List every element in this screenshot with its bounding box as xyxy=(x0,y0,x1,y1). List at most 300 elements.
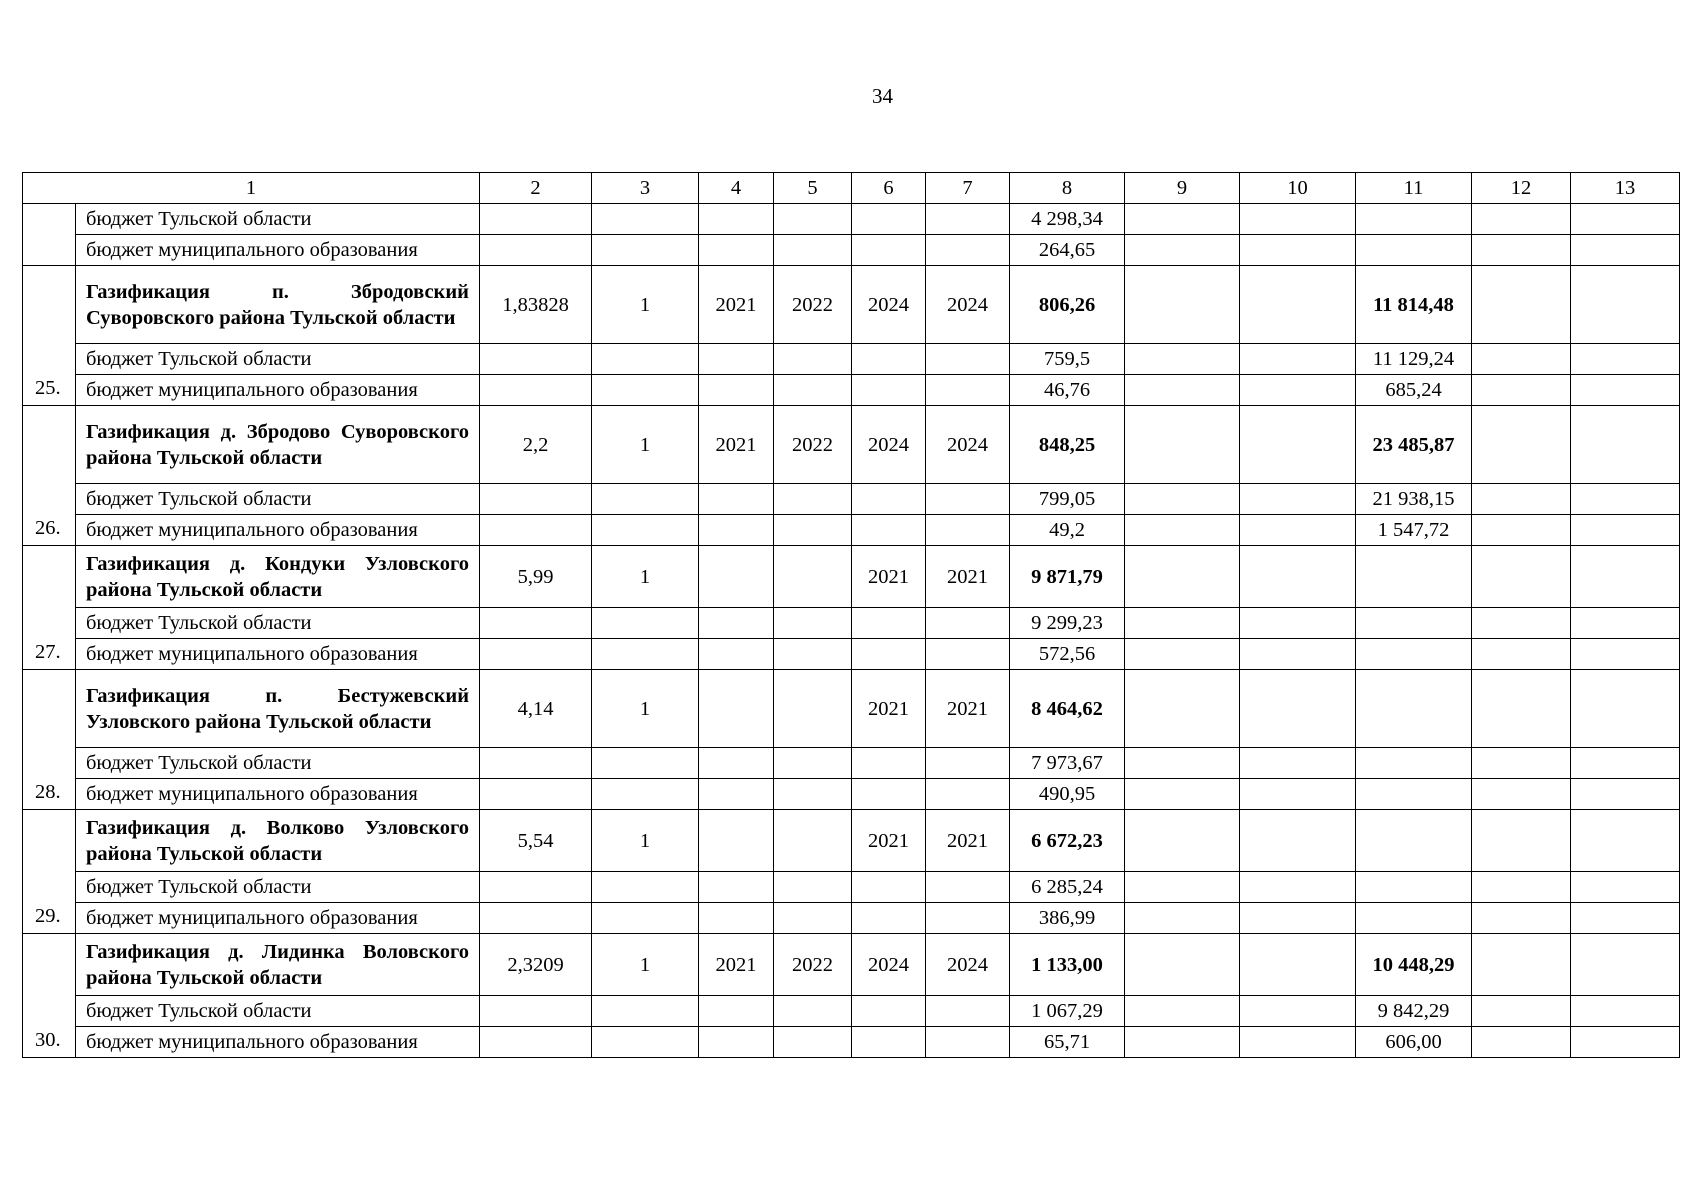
col-5-cell xyxy=(774,484,852,515)
col-10-cell xyxy=(1240,235,1356,266)
col-8-cell: 490,95 xyxy=(1010,779,1125,810)
col-4-cell xyxy=(699,810,774,872)
col-6-cell xyxy=(852,779,926,810)
col-11-cell: 11 129,24 xyxy=(1356,344,1472,375)
table-row xyxy=(23,903,1680,934)
header-cell-11: 11 xyxy=(1356,173,1472,204)
col-3-cell xyxy=(592,872,699,903)
col-12-cell xyxy=(1472,344,1571,375)
col-4-cell xyxy=(699,484,774,515)
col-4-cell xyxy=(699,344,774,375)
col-5-cell xyxy=(774,546,852,608)
col-11-cell xyxy=(1356,546,1472,608)
project-row xyxy=(23,406,1680,484)
header-cell-9: 9 xyxy=(1125,173,1240,204)
row-number: 27. xyxy=(23,546,76,670)
col-3-cell: 1 xyxy=(592,810,699,872)
col-2-cell xyxy=(480,204,592,235)
table-row xyxy=(23,204,1680,235)
col-8-cell: 848,25 xyxy=(1010,406,1125,484)
header-cell-4: 4 xyxy=(699,173,774,204)
col-9-cell xyxy=(1125,235,1240,266)
col-4-cell xyxy=(699,779,774,810)
col-3-cell xyxy=(592,903,699,934)
col-7-cell: 2024 xyxy=(926,406,1010,484)
col-13-cell xyxy=(1571,344,1680,375)
col-7-cell xyxy=(926,872,1010,903)
col-6-cell xyxy=(852,515,926,546)
col-13-cell xyxy=(1571,872,1680,903)
col-6-cell: 2021 xyxy=(852,546,926,608)
col-6-cell xyxy=(852,639,926,670)
project-title: Газификация п. Збродовский Суворовского района Тульской области xyxy=(76,266,480,344)
col-4-cell xyxy=(699,670,774,748)
project-title: Газификация п. Бестужевский Узловского района Тульской области xyxy=(76,670,480,748)
col-11-cell: 21 938,15 xyxy=(1356,484,1472,515)
col-4-cell xyxy=(699,748,774,779)
row-number: 28. xyxy=(23,670,76,810)
col-2-cell xyxy=(480,344,592,375)
col-12-cell xyxy=(1472,1027,1571,1058)
row-name: бюджет муниципального образования xyxy=(76,515,480,546)
col-11-cell xyxy=(1356,670,1472,748)
col-11-cell: 10 448,29 xyxy=(1356,934,1472,996)
col-6-cell xyxy=(852,1027,926,1058)
col-7-cell xyxy=(926,996,1010,1027)
col-12-cell xyxy=(1472,406,1571,484)
row-name: бюджет муниципального образования xyxy=(76,639,480,670)
col-3-cell xyxy=(592,204,699,235)
col-8-cell: 9 299,23 xyxy=(1010,608,1125,639)
col-2-cell: 2,3209 xyxy=(480,934,592,996)
col-10-cell xyxy=(1240,779,1356,810)
header-cell-8: 8 xyxy=(1010,173,1125,204)
col-7-cell: 2021 xyxy=(926,810,1010,872)
header-cell-2: 2 xyxy=(480,173,592,204)
col-7-cell: 2024 xyxy=(926,266,1010,344)
col-6-cell: 2024 xyxy=(852,406,926,484)
col-7-cell xyxy=(926,779,1010,810)
col-2-cell xyxy=(480,375,592,406)
col-12-cell xyxy=(1472,934,1571,996)
col-11-cell: 685,24 xyxy=(1356,375,1472,406)
col-10-cell xyxy=(1240,639,1356,670)
col-13-cell xyxy=(1571,375,1680,406)
col-7-cell: 2021 xyxy=(926,670,1010,748)
row-name: бюджет Тульской области xyxy=(76,872,480,903)
table-row xyxy=(23,639,1680,670)
col-11-cell xyxy=(1356,235,1472,266)
col-8-cell: 264,65 xyxy=(1010,235,1125,266)
col-10-cell xyxy=(1240,1027,1356,1058)
project-row xyxy=(23,810,1680,872)
col-10-cell xyxy=(1240,934,1356,996)
col-9-cell xyxy=(1125,375,1240,406)
col-2-cell xyxy=(480,779,592,810)
row-number-empty xyxy=(23,204,76,266)
col-9-cell xyxy=(1125,810,1240,872)
col-10-cell xyxy=(1240,670,1356,748)
col-3-cell: 1 xyxy=(592,670,699,748)
col-13-cell xyxy=(1571,204,1680,235)
col-8-cell: 8 464,62 xyxy=(1010,670,1125,748)
col-7-cell: 2024 xyxy=(926,934,1010,996)
col-8-cell: 386,99 xyxy=(1010,903,1125,934)
project-row xyxy=(23,934,1680,996)
col-3-cell xyxy=(592,235,699,266)
table-row xyxy=(23,748,1680,779)
col-2-cell xyxy=(480,1027,592,1058)
table-row xyxy=(23,515,1680,546)
col-8-cell: 1 067,29 xyxy=(1010,996,1125,1027)
col-2-cell xyxy=(480,235,592,266)
col-7-cell xyxy=(926,515,1010,546)
col-3-cell: 1 xyxy=(592,406,699,484)
col-4-cell xyxy=(699,903,774,934)
col-12-cell xyxy=(1472,639,1571,670)
table-row xyxy=(23,1027,1680,1058)
row-number: 29. xyxy=(23,810,76,934)
budget-table xyxy=(22,172,1680,1058)
col-11-cell xyxy=(1356,810,1472,872)
col-13-cell xyxy=(1571,748,1680,779)
col-12-cell xyxy=(1472,670,1571,748)
col-6-cell xyxy=(852,608,926,639)
col-6-cell xyxy=(852,204,926,235)
header-cell-6: 6 xyxy=(852,173,926,204)
row-name: бюджет Тульской области xyxy=(76,344,480,375)
col-9-cell xyxy=(1125,344,1240,375)
col-2-cell xyxy=(480,639,592,670)
project-title: Газификация д. Волково Узловского района Тульской области xyxy=(76,810,480,872)
col-6-cell: 2021 xyxy=(852,670,926,748)
col-11-cell xyxy=(1356,903,1472,934)
col-12-cell xyxy=(1472,810,1571,872)
col-10-cell xyxy=(1240,546,1356,608)
col-11-cell xyxy=(1356,204,1472,235)
col-7-cell xyxy=(926,484,1010,515)
col-10-cell xyxy=(1240,748,1356,779)
row-name: бюджет Тульской области xyxy=(76,608,480,639)
table-row xyxy=(23,996,1680,1027)
col-13-cell xyxy=(1571,608,1680,639)
col-9-cell xyxy=(1125,515,1240,546)
col-7-cell xyxy=(926,748,1010,779)
header-cell-13: 13 xyxy=(1571,173,1680,204)
col-10-cell xyxy=(1240,375,1356,406)
col-6-cell: 2024 xyxy=(852,266,926,344)
row-name: бюджет Тульской области xyxy=(76,484,480,515)
col-2-cell: 4,14 xyxy=(480,670,592,748)
table-row xyxy=(23,235,1680,266)
col-13-cell xyxy=(1571,266,1680,344)
col-3-cell xyxy=(592,748,699,779)
col-6-cell xyxy=(852,484,926,515)
col-3-cell xyxy=(592,1027,699,1058)
col-9-cell xyxy=(1125,608,1240,639)
col-8-cell: 65,71 xyxy=(1010,1027,1125,1058)
col-10-cell xyxy=(1240,344,1356,375)
col-3-cell: 1 xyxy=(592,934,699,996)
col-10-cell xyxy=(1240,872,1356,903)
col-13-cell xyxy=(1571,484,1680,515)
col-10-cell xyxy=(1240,810,1356,872)
col-12-cell xyxy=(1472,546,1571,608)
col-2-cell xyxy=(480,484,592,515)
project-row xyxy=(23,266,1680,344)
col-7-cell xyxy=(926,204,1010,235)
col-4-cell: 2021 xyxy=(699,934,774,996)
row-number: 30. xyxy=(23,934,76,1058)
col-8-cell: 6 285,24 xyxy=(1010,872,1125,903)
col-11-cell xyxy=(1356,608,1472,639)
col-9-cell xyxy=(1125,406,1240,484)
col-11-cell: 23 485,87 xyxy=(1356,406,1472,484)
col-9-cell xyxy=(1125,903,1240,934)
col-3-cell xyxy=(592,375,699,406)
col-2-cell: 2,2 xyxy=(480,406,592,484)
col-2-cell: 5,99 xyxy=(480,546,592,608)
col-8-cell: 6 672,23 xyxy=(1010,810,1125,872)
header-cell-5: 5 xyxy=(774,173,852,204)
col-4-cell: 2021 xyxy=(699,266,774,344)
col-10-cell xyxy=(1240,515,1356,546)
col-2-cell: 1,83828 xyxy=(480,266,592,344)
col-11-cell: 11 814,48 xyxy=(1356,266,1472,344)
col-8-cell: 46,76 xyxy=(1010,375,1125,406)
col-8-cell: 759,5 xyxy=(1010,344,1125,375)
col-10-cell xyxy=(1240,204,1356,235)
col-12-cell xyxy=(1472,235,1571,266)
col-6-cell xyxy=(852,375,926,406)
header-cell-1: 1 xyxy=(23,173,480,204)
col-10-cell xyxy=(1240,996,1356,1027)
col-12-cell xyxy=(1472,996,1571,1027)
col-9-cell xyxy=(1125,670,1240,748)
col-3-cell xyxy=(592,779,699,810)
col-5-cell xyxy=(774,996,852,1027)
col-4-cell xyxy=(699,996,774,1027)
col-4-cell xyxy=(699,546,774,608)
col-13-cell xyxy=(1571,903,1680,934)
col-9-cell xyxy=(1125,996,1240,1027)
col-11-cell: 606,00 xyxy=(1356,1027,1472,1058)
project-title: Газификация д. Лидинка Воловского района Тульской области xyxy=(76,934,480,996)
row-name: бюджет Тульской области xyxy=(76,996,480,1027)
col-10-cell xyxy=(1240,266,1356,344)
col-5-cell xyxy=(774,670,852,748)
col-5-cell xyxy=(774,515,852,546)
col-5-cell xyxy=(774,639,852,670)
col-12-cell xyxy=(1472,903,1571,934)
col-12-cell xyxy=(1472,748,1571,779)
col-12-cell xyxy=(1472,515,1571,546)
header-cell-12: 12 xyxy=(1472,173,1571,204)
col-13-cell xyxy=(1571,934,1680,996)
col-13-cell xyxy=(1571,406,1680,484)
table-body xyxy=(23,173,1680,1058)
col-7-cell: 2021 xyxy=(926,546,1010,608)
project-title: Газификация д. Збродово Суворовского района Тульской области xyxy=(76,406,480,484)
col-2-cell xyxy=(480,515,592,546)
col-3-cell xyxy=(592,639,699,670)
col-5-cell: 2022 xyxy=(774,266,852,344)
table-row xyxy=(23,779,1680,810)
col-7-cell xyxy=(926,903,1010,934)
col-13-cell xyxy=(1571,546,1680,608)
col-5-cell: 2022 xyxy=(774,406,852,484)
col-9-cell xyxy=(1125,748,1240,779)
row-name: бюджет Тульской области xyxy=(76,748,480,779)
col-2-cell: 5,54 xyxy=(480,810,592,872)
col-5-cell xyxy=(774,204,852,235)
col-11-cell xyxy=(1356,748,1472,779)
col-5-cell xyxy=(774,375,852,406)
col-13-cell xyxy=(1571,670,1680,748)
col-11-cell: 1 547,72 xyxy=(1356,515,1472,546)
col-3-cell xyxy=(592,484,699,515)
table-row xyxy=(23,375,1680,406)
row-name: бюджет муниципального образования xyxy=(76,235,480,266)
col-9-cell xyxy=(1125,266,1240,344)
col-10-cell xyxy=(1240,903,1356,934)
col-9-cell xyxy=(1125,639,1240,670)
col-12-cell xyxy=(1472,608,1571,639)
project-title: Газификация д. Кондуки Узловского района Тульской области xyxy=(76,546,480,608)
header-cell-10: 10 xyxy=(1240,173,1356,204)
col-13-cell xyxy=(1571,810,1680,872)
col-8-cell: 1 133,00 xyxy=(1010,934,1125,996)
col-4-cell xyxy=(699,235,774,266)
col-3-cell xyxy=(592,515,699,546)
col-4-cell xyxy=(699,375,774,406)
col-6-cell xyxy=(852,748,926,779)
col-6-cell: 2021 xyxy=(852,810,926,872)
col-3-cell xyxy=(592,996,699,1027)
col-4-cell xyxy=(699,204,774,235)
col-6-cell xyxy=(852,903,926,934)
col-3-cell xyxy=(592,344,699,375)
col-2-cell xyxy=(480,608,592,639)
col-2-cell xyxy=(480,996,592,1027)
col-10-cell xyxy=(1240,406,1356,484)
project-row xyxy=(23,670,1680,748)
col-7-cell xyxy=(926,639,1010,670)
col-8-cell: 7 973,67 xyxy=(1010,748,1125,779)
row-name: бюджет муниципального образования xyxy=(76,1027,480,1058)
col-5-cell xyxy=(774,748,852,779)
col-13-cell xyxy=(1571,779,1680,810)
col-13-cell xyxy=(1571,515,1680,546)
col-13-cell xyxy=(1571,996,1680,1027)
col-8-cell: 799,05 xyxy=(1010,484,1125,515)
col-12-cell xyxy=(1472,375,1571,406)
col-7-cell xyxy=(926,1027,1010,1058)
col-6-cell xyxy=(852,872,926,903)
col-8-cell: 4 298,34 xyxy=(1010,204,1125,235)
col-8-cell: 572,56 xyxy=(1010,639,1125,670)
project-row xyxy=(23,546,1680,608)
row-name: бюджет Тульской области xyxy=(76,204,480,235)
col-2-cell xyxy=(480,748,592,779)
table-row xyxy=(23,484,1680,515)
header-cell-7: 7 xyxy=(926,173,1010,204)
row-number: 26. xyxy=(23,406,76,546)
col-5-cell xyxy=(774,779,852,810)
col-10-cell xyxy=(1240,608,1356,639)
header-cell-3: 3 xyxy=(592,173,699,204)
col-2-cell xyxy=(480,872,592,903)
col-5-cell xyxy=(774,903,852,934)
col-4-cell xyxy=(699,872,774,903)
col-10-cell xyxy=(1240,484,1356,515)
table-row xyxy=(23,608,1680,639)
col-5-cell xyxy=(774,344,852,375)
col-9-cell xyxy=(1125,1027,1240,1058)
col-3-cell: 1 xyxy=(592,266,699,344)
col-7-cell xyxy=(926,344,1010,375)
row-name: бюджет муниципального образования xyxy=(76,375,480,406)
col-6-cell: 2024 xyxy=(852,934,926,996)
col-12-cell xyxy=(1472,779,1571,810)
col-4-cell: 2021 xyxy=(699,406,774,484)
col-5-cell xyxy=(774,810,852,872)
col-12-cell xyxy=(1472,266,1571,344)
col-6-cell xyxy=(852,235,926,266)
col-5-cell xyxy=(774,872,852,903)
col-2-cell xyxy=(480,903,592,934)
table-row xyxy=(23,872,1680,903)
col-7-cell xyxy=(926,608,1010,639)
row-name: бюджет муниципального образования xyxy=(76,903,480,934)
col-9-cell xyxy=(1125,484,1240,515)
col-13-cell xyxy=(1571,1027,1680,1058)
col-7-cell xyxy=(926,375,1010,406)
row-name: бюджет муниципального образования xyxy=(76,779,480,810)
col-7-cell xyxy=(926,235,1010,266)
col-11-cell xyxy=(1356,779,1472,810)
col-3-cell: 1 xyxy=(592,546,699,608)
col-9-cell xyxy=(1125,204,1240,235)
col-4-cell xyxy=(699,608,774,639)
col-6-cell xyxy=(852,344,926,375)
col-8-cell: 49,2 xyxy=(1010,515,1125,546)
col-5-cell xyxy=(774,1027,852,1058)
col-4-cell xyxy=(699,639,774,670)
col-5-cell: 2022 xyxy=(774,934,852,996)
col-9-cell xyxy=(1125,779,1240,810)
col-12-cell xyxy=(1472,484,1571,515)
col-5-cell xyxy=(774,235,852,266)
col-11-cell xyxy=(1356,872,1472,903)
col-12-cell xyxy=(1472,872,1571,903)
col-9-cell xyxy=(1125,546,1240,608)
col-11-cell xyxy=(1356,639,1472,670)
col-13-cell xyxy=(1571,235,1680,266)
col-9-cell xyxy=(1125,934,1240,996)
col-13-cell xyxy=(1571,639,1680,670)
col-9-cell xyxy=(1125,872,1240,903)
col-4-cell xyxy=(699,1027,774,1058)
col-4-cell xyxy=(699,515,774,546)
col-5-cell xyxy=(774,608,852,639)
col-11-cell: 9 842,29 xyxy=(1356,996,1472,1027)
col-6-cell xyxy=(852,996,926,1027)
col-12-cell xyxy=(1472,204,1571,235)
header-row xyxy=(23,173,1680,204)
col-3-cell xyxy=(592,608,699,639)
page-number: 34 xyxy=(872,84,893,108)
